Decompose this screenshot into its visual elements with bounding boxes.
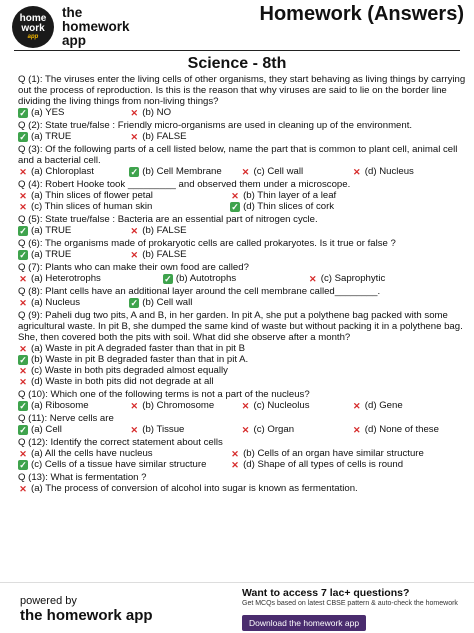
answer-option xyxy=(18,365,460,376)
options xyxy=(18,273,466,284)
answer-option xyxy=(129,297,234,308)
answer-option xyxy=(241,400,346,411)
option-label: (c) Nucleolus xyxy=(253,400,310,411)
check-icon: ✓ xyxy=(19,249,27,260)
option-label: (c) Waste in both pits degraded almost equally xyxy=(31,365,228,376)
option-label: (c) Thin slices of human skin xyxy=(31,201,153,212)
check-icon: ✓ xyxy=(19,131,27,142)
option-label: (b) Autotrophs xyxy=(175,273,237,284)
answer-option xyxy=(18,225,123,236)
option-label: (c) Organ xyxy=(253,424,295,435)
question-text: Q (9): Paheli dug two pits, A and B, in her garden. In pit A, she put a polythene bag packed with some agricultural waste. In pit B, she dumped the same kind of waste but without packing it in a polythene bag. She, then covered both the pits with soil. What did she observe after a month? xyxy=(18,310,463,343)
options xyxy=(18,424,466,435)
cta-subtext: Get MCQs based on latest CBSE pattern & auto-check the homework xyxy=(242,600,458,607)
option-label: (a) Cell xyxy=(31,424,62,435)
option-label: (a) Waste in pit A degraded faster than that in pit B xyxy=(31,343,246,354)
option-label: (b) Thin layer of a leaf xyxy=(243,190,337,201)
answer-option xyxy=(230,459,436,470)
answer-option xyxy=(129,107,234,118)
cross-icon: ✕ xyxy=(19,343,27,354)
option-label: (a) Chloroplast xyxy=(31,166,94,177)
header-divider xyxy=(14,50,460,51)
subject-title: Science - 8th xyxy=(187,55,287,72)
answer-option xyxy=(18,166,123,177)
cross-icon: ✕ xyxy=(130,424,139,435)
question-block xyxy=(18,238,466,260)
cross-icon: ✕ xyxy=(19,297,27,308)
option-label: (b) Tissue xyxy=(142,424,185,435)
check-icon: ✓ xyxy=(19,459,27,470)
cta-heading: Want to access 7 lac+ questions? xyxy=(242,587,410,599)
logo-tag: app xyxy=(27,33,39,40)
check-icon: ✓ xyxy=(231,201,239,212)
question-text: Q (6): The organisms made of prokaryotic cells are called prokaryotes. Is it true or false ? xyxy=(18,238,396,249)
header xyxy=(0,0,474,50)
question-text: Q (2): State true/false : Friendly micro-organisms are used in cleaning up of the environment. xyxy=(18,120,413,131)
question-block xyxy=(18,144,466,177)
option-label: (a) Heterotrophs xyxy=(31,273,101,284)
cross-icon: ✕ xyxy=(231,459,239,470)
option-label: (b) Cell wall xyxy=(142,297,193,308)
options xyxy=(18,297,466,308)
answer-option xyxy=(129,131,234,142)
question-block xyxy=(18,74,466,118)
cross-icon: ✕ xyxy=(353,166,361,177)
check-icon: ✓ xyxy=(130,297,139,308)
option-label: (d) None of these xyxy=(364,424,439,435)
cross-icon: ✕ xyxy=(19,483,27,494)
answer-option xyxy=(18,249,123,260)
option-label: (a) TRUE xyxy=(31,225,72,236)
answer-option xyxy=(241,424,346,435)
answer-option xyxy=(163,273,302,284)
answer-option xyxy=(241,166,346,177)
option-label: (b) Waste in pit B degraded faster than that in pit A. xyxy=(31,354,249,365)
answer-option xyxy=(129,424,234,435)
option-label: (c) Saprophytic xyxy=(320,273,386,284)
question-block xyxy=(18,120,466,142)
cross-icon: ✕ xyxy=(241,424,250,435)
option-label: (c) Cells of a tissue have similar structure xyxy=(31,459,207,470)
question-block xyxy=(18,214,466,236)
option-label: (a) YES xyxy=(31,107,65,118)
option-label: (d) Shape of all types of cells is round xyxy=(243,459,404,470)
check-icon: ✓ xyxy=(19,225,27,236)
answer-option xyxy=(18,131,123,142)
options xyxy=(18,166,466,177)
question-text: Q (5): State true/false : Bacteria are an essential part of nitrogen cycle. xyxy=(18,214,318,225)
logo-line2: work xyxy=(21,22,45,34)
answer-option xyxy=(18,459,224,470)
question-text: Q (8): Plant cells have an additional layer around the cell membrane called________. xyxy=(18,286,381,297)
answer-option xyxy=(18,107,123,118)
cross-icon: ✕ xyxy=(241,166,250,177)
answer-option xyxy=(352,424,457,435)
answer-option xyxy=(18,273,157,284)
answer-option xyxy=(230,448,436,459)
question-block xyxy=(18,310,466,387)
question-block xyxy=(18,262,466,284)
option-label: (b) FALSE xyxy=(142,131,187,142)
check-icon: ✓ xyxy=(19,354,27,365)
question-text: Q (3): Of the following parts of a cell listed below, name the part that is common to plant cell, animal cell and a bacterial cell. xyxy=(18,144,458,166)
brand-name xyxy=(62,6,130,48)
cross-icon: ✕ xyxy=(231,448,239,459)
cross-icon: ✕ xyxy=(19,365,27,376)
question-block xyxy=(18,389,466,411)
answer-option xyxy=(129,166,234,177)
answer-option xyxy=(18,483,460,494)
question-text: Q (13): What is fermentation ? xyxy=(18,472,147,483)
option-label: (a) Ribosome xyxy=(31,400,89,411)
answer-option xyxy=(18,190,224,201)
answer-option xyxy=(129,249,234,260)
option-label: (d) Gene xyxy=(364,400,403,411)
footer-brand: the homework app xyxy=(20,607,153,624)
option-label: (b) NO xyxy=(142,107,172,118)
cross-icon: ✕ xyxy=(19,166,27,177)
check-icon: ✓ xyxy=(164,273,172,284)
answer-option xyxy=(18,297,123,308)
cross-icon: ✕ xyxy=(353,424,361,435)
options xyxy=(18,249,466,260)
cross-icon: ✕ xyxy=(19,376,27,387)
question-text: Q (1): The viruses enter the living cells of other organisms, they start behaving as living things by carrying out the process of reproduction. Is this is the reason that why viruses are said to lie on the border line dividing the living things from non-living things? xyxy=(18,74,466,107)
question-text: Q (10): Which one of the following terms is not a part of the nucleus? xyxy=(18,389,310,400)
option-label: (a) TRUE xyxy=(31,249,72,260)
options xyxy=(18,190,466,212)
cross-icon: ✕ xyxy=(130,400,139,411)
options xyxy=(18,483,466,494)
answer-option xyxy=(129,225,234,236)
options xyxy=(18,448,466,470)
cross-icon: ✕ xyxy=(241,400,250,411)
cross-icon: ✕ xyxy=(308,273,317,284)
question-block xyxy=(18,437,466,470)
check-icon: ✓ xyxy=(19,107,27,118)
option-label: (b) FALSE xyxy=(142,225,187,236)
answer-option xyxy=(352,400,457,411)
cross-icon: ✕ xyxy=(19,190,27,201)
cross-icon: ✕ xyxy=(19,273,27,284)
question-block xyxy=(18,413,466,435)
cross-icon: ✕ xyxy=(130,249,139,260)
option-label: (d) Waste in both pits did not degrade at all xyxy=(31,376,214,387)
logo xyxy=(12,6,54,48)
answer-option xyxy=(129,400,234,411)
cross-icon: ✕ xyxy=(130,107,139,118)
brand-line: app xyxy=(62,33,87,48)
answer-option xyxy=(18,376,460,387)
option-label: (a) TRUE xyxy=(31,131,72,142)
check-icon: ✓ xyxy=(19,424,27,435)
cross-icon: ✕ xyxy=(353,400,361,411)
option-label: (d) Nucleus xyxy=(364,166,414,177)
options xyxy=(18,107,466,118)
check-icon: ✓ xyxy=(130,166,139,177)
answer-option xyxy=(18,201,224,212)
option-label: (a) Nucleus xyxy=(31,297,81,308)
powered-by-label: powered by xyxy=(20,595,77,607)
brand-line: the xyxy=(62,5,83,20)
answer-option xyxy=(230,201,436,212)
question-list xyxy=(18,74,466,496)
question-block xyxy=(18,472,466,494)
cross-icon: ✕ xyxy=(130,225,139,236)
answer-option xyxy=(308,273,447,284)
answer-option xyxy=(18,343,460,354)
question-text: Q (4): Robert Hooke took _________ and observed them under a microscope. xyxy=(18,179,351,190)
cross-icon: ✕ xyxy=(19,448,27,459)
answer-option xyxy=(18,354,460,365)
question-block xyxy=(18,286,466,308)
option-label: (b) Chromosome xyxy=(142,400,215,411)
check-icon: ✓ xyxy=(19,400,27,411)
answer-option xyxy=(18,448,224,459)
brand-line: homework xyxy=(62,19,130,34)
question-text: Q (11): Nerve cells are xyxy=(18,413,114,424)
options xyxy=(18,131,466,142)
answer-option xyxy=(352,166,457,177)
option-label: (b) FALSE xyxy=(142,249,187,260)
option-label: (c) Cell wall xyxy=(253,166,304,177)
options xyxy=(18,225,466,236)
option-label: (a) The process of conversion of alcohol into sugar is known as fermentation. xyxy=(31,483,358,494)
question-block xyxy=(18,179,466,212)
question-text: Q (12): Identify the correct statement about cells xyxy=(18,437,223,448)
option-label: (b) Cells of an organ have similar structure xyxy=(243,448,424,459)
download-app-button[interactable]: Download the homework app xyxy=(242,615,366,631)
option-label: (a) Thin slices of flower petal xyxy=(31,190,153,201)
option-label: (b) Cell Membrane xyxy=(142,166,222,177)
answer-option xyxy=(18,424,123,435)
options xyxy=(18,343,466,387)
option-label: (a) All the cells have nucleus xyxy=(31,448,153,459)
cross-icon: ✕ xyxy=(19,201,27,212)
cross-icon: ✕ xyxy=(130,131,139,142)
question-text: Q (7): Plants who can make their own food are called? xyxy=(18,262,249,273)
logo-line1: home xyxy=(19,12,47,24)
footer xyxy=(0,582,474,633)
page-title: Homework (Answers) xyxy=(259,3,464,25)
option-label: (d) Thin slices of cork xyxy=(243,201,335,212)
answer-option xyxy=(230,190,436,201)
cross-icon: ✕ xyxy=(231,190,239,201)
options xyxy=(18,400,466,411)
answer-option xyxy=(18,400,123,411)
